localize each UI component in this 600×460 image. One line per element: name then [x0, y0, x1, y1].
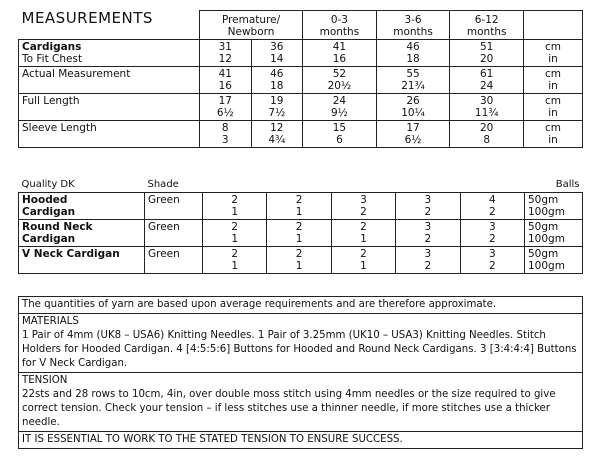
unit-header	[524, 11, 583, 40]
measurement-unit: cm in	[524, 67, 583, 94]
essential-note: IT IS ESSENTIAL TO WORK TO THE STATED TENSION TO ENSURE SUCCESS.	[22, 434, 403, 445]
shade-header: Shade	[145, 178, 203, 193]
yarn-row	[19, 220, 583, 247]
measurement-value: 26 10¼	[376, 94, 450, 121]
size-header-6-12: 6-12 months	[450, 11, 524, 40]
yarn-value: 3 2	[396, 220, 460, 247]
materials-title: MATERIALS	[22, 316, 79, 327]
measurement-value: 41 16	[200, 67, 252, 94]
measurement-value: 15 6	[303, 121, 377, 148]
yarn-value: 2 1	[267, 220, 331, 247]
yarn-value: 3 2	[460, 220, 524, 247]
measurement-value: 17 6½	[200, 94, 252, 121]
measurement-label: Full Length	[19, 94, 200, 121]
measurement-value: 55 21¾	[376, 67, 450, 94]
yarn-name: Round Neck Cardigan	[19, 220, 145, 247]
yarn-row	[19, 193, 583, 220]
yarn-value: 3 2	[396, 193, 460, 220]
measurement-value: 52 20½	[303, 67, 377, 94]
measurement-value: 41 16	[303, 40, 377, 67]
yarn-weight: 50gm 100gm	[525, 247, 583, 274]
yarn-value: 2 1	[331, 247, 395, 274]
yarn-value: 2 1	[203, 193, 267, 220]
measurement-value: 61 24	[450, 67, 524, 94]
measurements-header-row	[19, 11, 583, 40]
yarn-value: 2 1	[331, 220, 395, 247]
yarn-shade: Green	[145, 247, 203, 274]
yarn-weight: 50gm 100gm	[525, 220, 583, 247]
measurement-unit: cm in	[524, 121, 583, 148]
measurement-value: 20 8	[450, 121, 524, 148]
notes-box	[18, 296, 583, 449]
measurement-value: 46 18	[251, 67, 303, 94]
yarn-table	[18, 178, 583, 274]
measurement-label: Sleeve Length	[19, 121, 200, 148]
materials-section	[19, 314, 582, 373]
yarn-value: 3 2	[396, 247, 460, 274]
tension-title: TENSION	[22, 375, 68, 386]
tension-section	[19, 373, 582, 432]
measurement-value: 8 3	[200, 121, 252, 148]
yarn-value: 2 1	[267, 247, 331, 274]
yarn-name: V Neck Cardigan	[19, 247, 145, 274]
measurement-unit: cm in	[524, 94, 583, 121]
quality-header: Quality DK	[19, 178, 145, 193]
measurement-label: Cardigans To Fit Chest	[19, 40, 200, 67]
measurements-title: MEASUREMENTS	[19, 11, 200, 40]
size-header-newborn: Premature/ Newborn	[200, 11, 303, 40]
balls-header: Balls	[525, 178, 583, 193]
yarn-header-row	[19, 178, 583, 193]
materials-text: 1 Pair of 4mm (UK8 – USA6) Knitting Needles. 1 Pair of 3.25mm (UK10 – USA3) Knitting Needles. Stitch Holders for Hooded Cardigan. 4 [4:5:5:6] Buttons for Hooded and Round Neck Cardigans. 3 [3:4:4:4] Buttons for V Neck Cardigan.	[22, 330, 577, 369]
yarn-value: 3 2	[460, 247, 524, 274]
yarn-header-spacer	[203, 178, 525, 193]
yarn-name: Hooded Cardigan	[19, 193, 145, 220]
yarn-row	[19, 247, 583, 274]
measurement-row	[19, 67, 583, 94]
yarn-value: 2 1	[267, 193, 331, 220]
measurement-row	[19, 121, 583, 148]
yarn-value: 2 1	[203, 247, 267, 274]
measurement-value: 51 20	[450, 40, 524, 67]
measurements-table	[18, 10, 583, 148]
yarn-weight: 50gm 100gm	[525, 193, 583, 220]
measurement-value: 12 4¾	[251, 121, 303, 148]
measurement-value: 46 18	[376, 40, 450, 67]
measurement-label: Actual Measurement	[19, 67, 200, 94]
size-header-0-3: 0-3 months	[303, 11, 377, 40]
measurement-value: 36 14	[251, 40, 303, 67]
measurement-row	[19, 94, 583, 121]
yarn-value: 4 2	[460, 193, 524, 220]
measurement-value: 24 9½	[303, 94, 377, 121]
tension-text: 22sts and 28 rows to 10cm, 4in, over double moss stitch using 4mm needles or the size required to give correct tension. Check your tension – if less stitches use a thinner needle, if more stitches use a thicker needle.	[22, 389, 556, 428]
measurement-value: 30 11¾	[450, 94, 524, 121]
measurement-value: 19 7½	[251, 94, 303, 121]
measurement-value: 17 6½	[376, 121, 450, 148]
measurement-unit: cm in	[524, 40, 583, 67]
size-header-3-6: 3-6 months	[376, 11, 450, 40]
yarn-value: 3 2	[331, 193, 395, 220]
measurement-value: 31 12	[200, 40, 252, 67]
yarn-shade: Green	[145, 193, 203, 220]
yarn-value: 2 1	[203, 220, 267, 247]
measurement-row	[19, 40, 583, 67]
yarn-shade: Green	[145, 220, 203, 247]
quantities-note: The quantities of yarn are based upon average requirements and are therefore approximate.	[19, 297, 582, 314]
